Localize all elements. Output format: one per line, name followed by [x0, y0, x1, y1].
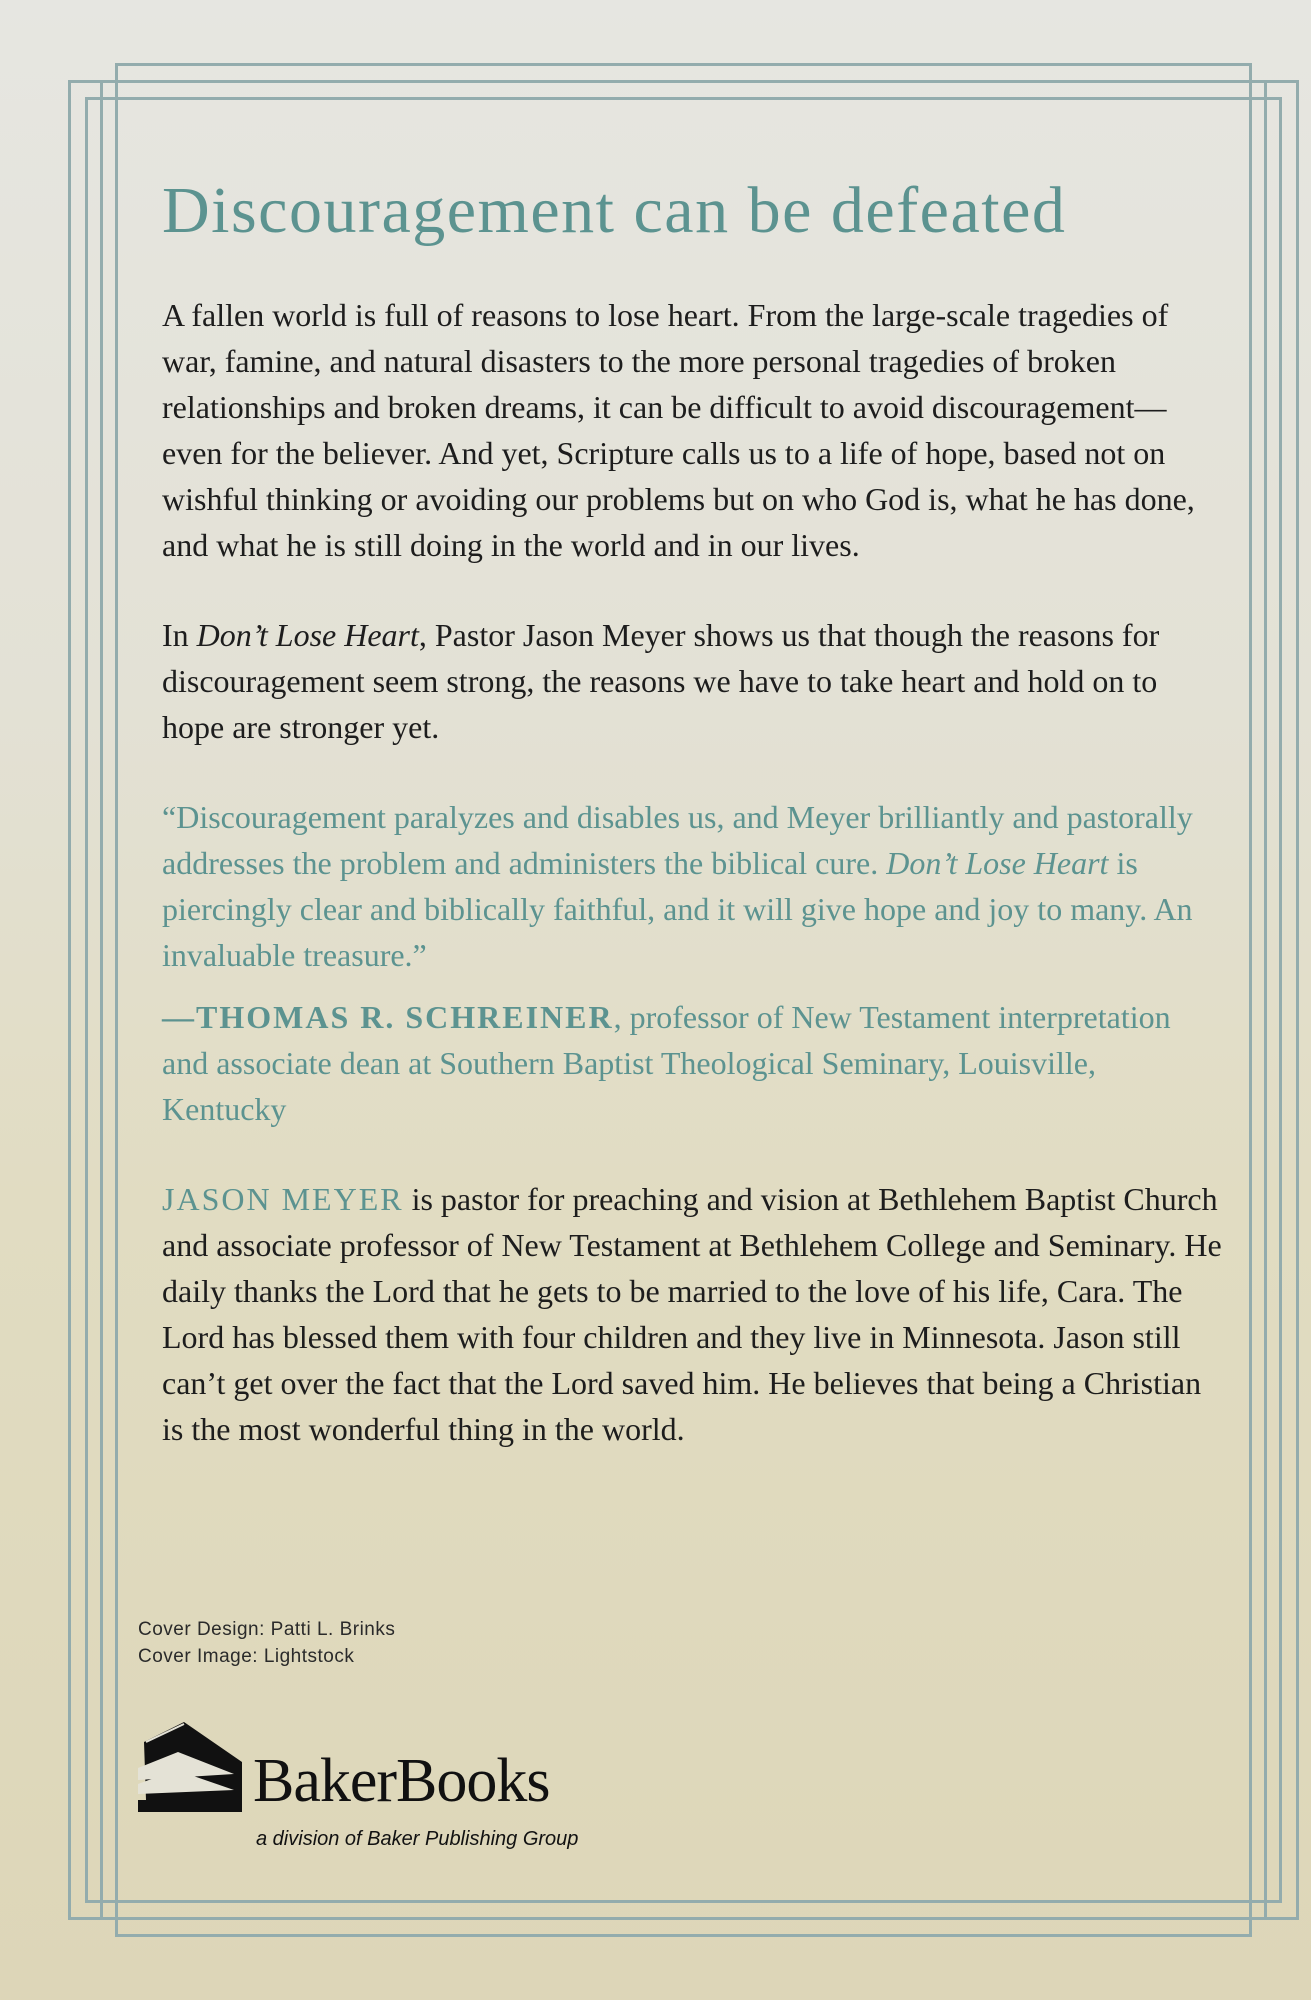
description-paragraph: A fallen world is full of reasons to lose heart. From the large-scale tragedies of war, famine, and natural disasters to the more personal tragedies of broken relationships and broken dreams, it can be difficult to avoid discouragement—even for the believer. And yet, Scripture calls us to a life of hope, based not on wishful thinking or avoiding our problems but on who God is, what he has done, and what he is still doing in the world and in our lives. [162, 296, 1195, 563]
cover-credits [138, 1616, 395, 1670]
author-bio [162, 1176, 1222, 1452]
open-book-icon [138, 1720, 244, 1812]
book-title: Don’t Lose Heart [196, 616, 419, 653]
summary-intro: In [162, 616, 197, 653]
author-bio-text: is pastor for preaching and vision at Bethlehem Baptist Church and associate professor of New Testament at Bethlehem College and Seminary. He daily thanks the Lord that he gets to be married to the love of his life, Cara. The Lord has blessed them with four children and they live in Minnesota. Jason still can’t get over the fact that the Lord saved him. He believes that being a Christian is the most wonderful thing in the world. [162, 1180, 1222, 1447]
endorsement-attribution [162, 994, 1222, 1132]
back-cover-content [162, 175, 1222, 1452]
endorser-description: , professor of New Testament interpretation and associate dean at Southern Baptist Theological Seminary, Louisville, Kentucky [162, 998, 1171, 1127]
cover-image-credit: Cover Image: Lightstock [138, 1646, 355, 1667]
quote-text-part1: “Discouragement paralyzes and disables us, and Meyer brilliantly and pastorally addresses the problem and administers the biblical cure. [162, 798, 1193, 881]
quote-book-title: Don’t Lose Heart [886, 844, 1109, 881]
summary-paragraph [162, 612, 1222, 750]
publisher-logo [138, 1720, 658, 1860]
publisher-tagline: a division of Baker Publishing Group [256, 1828, 579, 1850]
cover-design-credit: Cover Design: Patti L. Brinks [138, 1619, 396, 1640]
endorsement-quote [162, 794, 1222, 978]
endorser-name: —THOMAS R. SCHREINER [162, 998, 614, 1035]
quote-text-part2: is piercingly clear and biblically faithful, and it will give hope and joy to many. An invaluable treasure.” [162, 844, 1193, 973]
heading: Discouragement can be defeated [162, 174, 1067, 247]
author-name: JASON MEYER [162, 1180, 404, 1217]
publisher-name: BakerBooks [253, 1747, 550, 1815]
summary-text: , Pastor Jason Meyer shows us that though the reasons for discouragement seem strong, the reasons we have to take heart and hold on to hope are stronger yet. [162, 616, 1160, 745]
